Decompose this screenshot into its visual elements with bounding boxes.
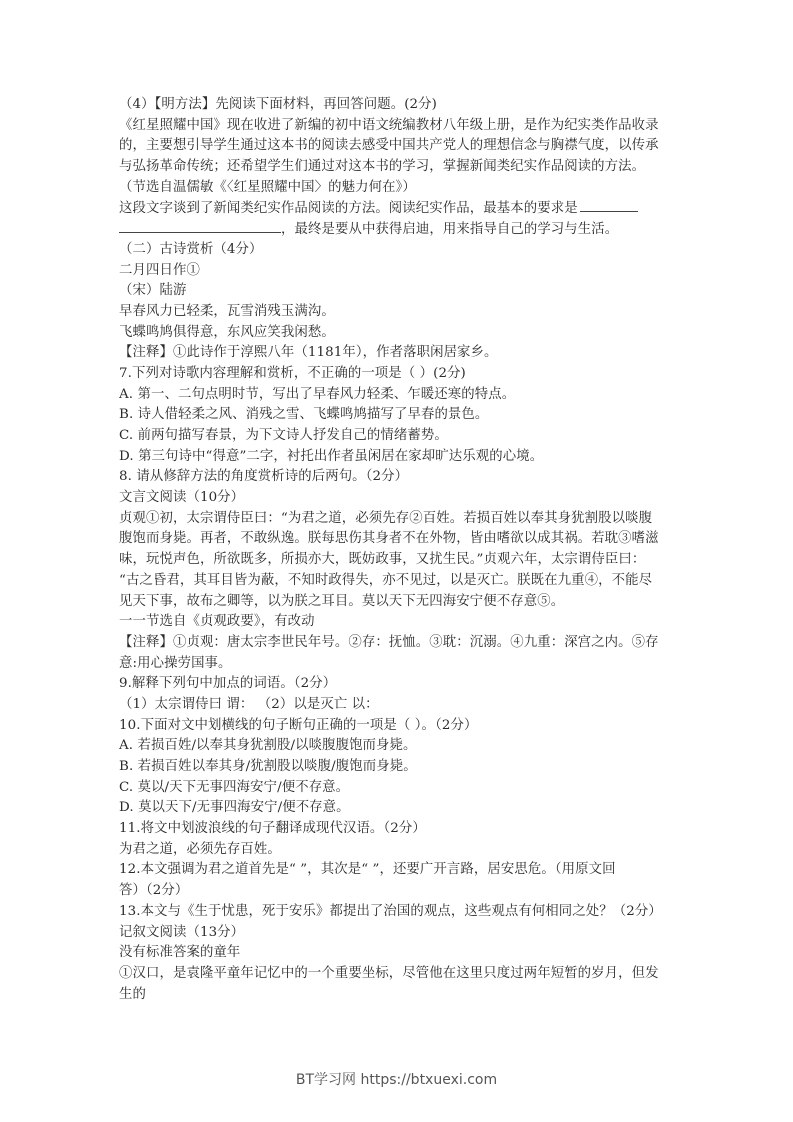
narrative-title: 没有标准答案的童年 bbox=[119, 945, 241, 961]
q7-option-d: D. 第三句诗中“得意”二字，衬托出作者虽闲居在家却旷达乐观的心境。 bbox=[119, 448, 544, 464]
q10-option-d: D. 莫以天下/无事四海安宁/便不存意。 bbox=[119, 800, 350, 816]
watermark-footer: BT学习网 https://btxuexi.com bbox=[295, 1072, 498, 1088]
classical-note: 【注释】①贞观：唐太宗李世民年号。②存：抚恤。③耽：沉溺。④九重：深宫之内。⑤存 bbox=[119, 634, 659, 650]
q9-items: （1）太宗谓侍曰 谓： （2）以是灭亡 以： bbox=[119, 696, 379, 712]
classical-source: 一一节选自《贞观政要》，有改动 bbox=[119, 614, 315, 630]
q10-option-c: C. 莫以/天下无事四海安宁/便不存意。 bbox=[119, 779, 350, 795]
q4-prompt-end: ，最终是要从中获得启迪，用来指导自己的学习与生活。 bbox=[281, 222, 619, 238]
q10-option-b: B. 若损百姓以奉其身/犹割股以啖腹/腹饱而身毙。 bbox=[119, 759, 417, 774]
q4-prompt-line-1 bbox=[119, 198, 685, 219]
classical-passage-line: 味，玩悦声色，所欲既多，所损亦大，既妨政事，又扰生民。”贞观六年，太宗谓侍臣曰： bbox=[119, 552, 646, 568]
q4-prompt-start: 这段文字谈到了新闻类纪实作品阅读的方法。阅读纪实作品，最基本的要求是 bbox=[119, 201, 578, 217]
answer-blank[interactable] bbox=[119, 219, 281, 233]
narrative-paragraph-line: ①汉口，是袁隆平童年记忆中的一个重要坐标，尽管他在这里只度过两年短暂的岁月，但发 bbox=[119, 965, 659, 981]
q11-stem: 11.将文中划波浪线的句子翻译成现代汉语。（2分） bbox=[119, 821, 426, 837]
poem-note: 【注释】①此诗作于淳熙八年（1181年），作者落职闲居家乡。 bbox=[119, 345, 498, 361]
q13-stem: 13.本文与《生于忧患，死于安乐》都提出了治国的观点，这些观点有何相同之处？（2分） bbox=[119, 903, 662, 919]
q4-passage-line: 的，主要想引导学生通过这本书的阅读去感受中国共产党人的理想信念与胸襟气度，以传承 bbox=[119, 138, 659, 154]
q7-option-c: C. 前两句描写春景，为下文诗人抒发自己的情绪蓄势。 bbox=[119, 428, 448, 443]
answer-blank[interactable] bbox=[580, 198, 638, 212]
q4-passage-line: 与弘扬革命传统；还希望学生们通过对这本书的学习，掌握新闻类纪实作品阅读的方法。 bbox=[119, 159, 646, 175]
poem-line: 早春风力已轻柔，瓦雪消残玉满沟。 bbox=[119, 303, 335, 319]
q8-stem: 8. 请从修辞方法的角度赏析诗的后两句。（2分） bbox=[119, 469, 409, 485]
q7-option-a: A. 第一、二句点明时节，写出了早春风力轻柔、乍暖还寒的特点。 bbox=[119, 386, 516, 402]
classical-passage-line: 见天下事，故布之卿等，以为朕之耳目。莫以天下无四海安宁便不存意⑤。 bbox=[119, 593, 565, 609]
classical-passage-line: 腹饱而身毙。再者，不敢纵逸。朕每思伤其身者不在外物，皆由嗜欲以成其祸。若耽③嗜滋 bbox=[119, 531, 659, 547]
q4-prompt-line-2 bbox=[119, 219, 685, 240]
q4-heading: （4）【明方法】先阅读下面材料，再回答问题。(2分) bbox=[119, 97, 437, 112]
q7-stem: 7.下列对诗歌内容理解和赏析，不正确的一项是（ ）(2分) bbox=[119, 365, 466, 381]
q10-stem: 10.下面对文中划横线的句子断句正确的一项是（ ）。（2分） bbox=[119, 717, 478, 733]
narrative-paragraph-line: 生的 bbox=[119, 986, 146, 1002]
poem-line: 飞蝶鸣鸠俱得意，东风应笑我闲愁。 bbox=[119, 324, 335, 340]
section-heading: 文言文阅读（10分） bbox=[119, 490, 245, 506]
q4-passage-line: 《红星照耀中国》现在收进了新编的初中语文统编教材八年级上册，是作为纪实类作品收录 bbox=[119, 117, 659, 133]
q7-option-b: B. 诗人借轻柔之风、消残之雪、飞蝶鸣鸠描写了早春的景色。 bbox=[119, 407, 489, 423]
q11-sentence: 为君之道，必须先存百姓。 bbox=[119, 841, 281, 857]
q4-passage-source: （节选自温儒敏《〈红星照耀中国〉的魅力何在》） bbox=[119, 179, 416, 195]
poem-author: （宋）陆游 bbox=[119, 283, 187, 299]
document-page bbox=[119, 95, 685, 1005]
poem-title: 二月四日作① bbox=[119, 262, 200, 278]
classical-passage-line: “古之昏君，其耳目皆为蔽，不知时政得失，亦不见过，以是灭亡。朕既在九重④，不能尽 bbox=[119, 572, 653, 588]
section-heading: 记叙文阅读（13分） bbox=[119, 924, 245, 940]
q9-stem: 9.解释下列句中加点的词语。（2分） bbox=[119, 676, 337, 692]
q12-stem: 12.本文强调为君之道首先是“ ”，其次是“ ”，还要广开言路，居安思危。（用原文回 bbox=[119, 862, 616, 878]
section-heading: （二）古诗赏析（4分） bbox=[119, 241, 263, 257]
classical-passage-line: 贞观①初，太宗谓侍臣曰：“为君之道，必须先存②百姓。若损百姓以奉其身犹割股以啖腹 bbox=[119, 510, 653, 526]
q12-stem-cont: 答）（2分） bbox=[119, 883, 189, 899]
q10-option-a: A. 若损百姓/以奉其身犹割股/以啖腹腹饱而身毙。 bbox=[119, 738, 417, 754]
classical-note: 意:用心操劳国事。 bbox=[119, 655, 232, 671]
